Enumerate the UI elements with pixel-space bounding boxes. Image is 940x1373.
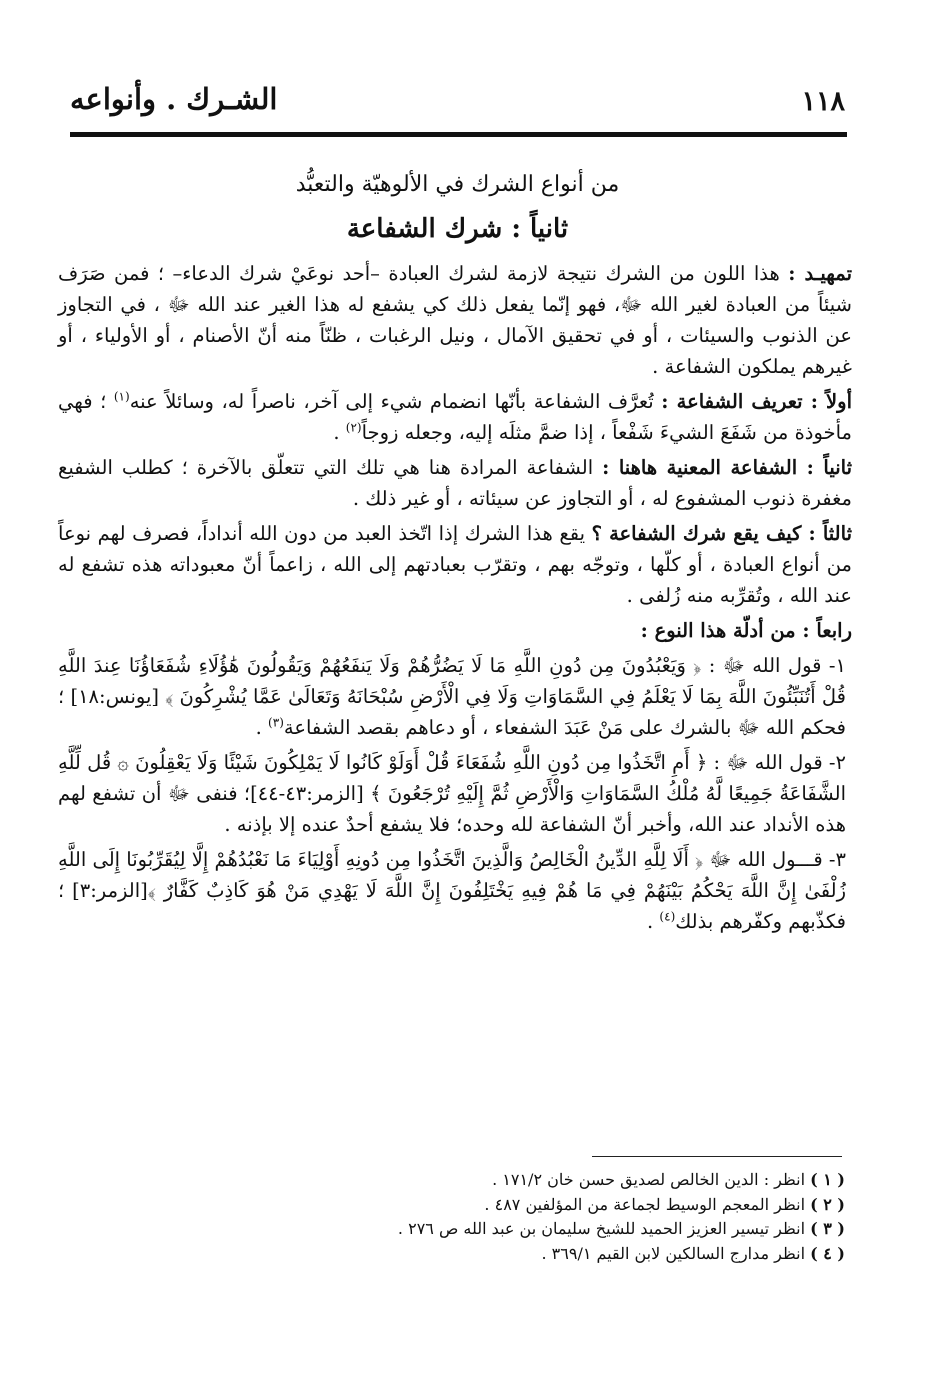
footnote-text: انظر تيسير العزيز الحميد للشيخ سليمان بن عبد الله ص ٢٧٦ . [397,1219,806,1238]
footnote-number: ( ٣ ) [810,1219,845,1238]
footnote-text: انظر مدارج السالكين لابن القيم ٣٦٩/١ . [541,1243,806,1263]
footnote [70,1217,845,1242]
evidence-item-1 [58,650,852,743]
evidence-item-3 [58,844,852,937]
footnote-ref[interactable]: (٤) [659,909,676,924]
footnote-text: انظر المعجم الوسيط لجماعة من المؤلفين ٤٨٧ . [484,1194,806,1214]
paragraph-label: تمهيـد : [788,262,852,285]
paragraph-awwalan [58,386,852,448]
paragraph-tamhid [58,258,852,382]
paragraph-thaniyan [58,452,852,514]
footnote [70,1242,845,1267]
evidence-text: ٣- قـــول الله ﷻ ﴿ أَلَا لِلَّهِ الدِّينُ الْخَالِصُ وَالَّذِينَ اتَّخَذُوا مِن دُونِهِ أَوْلِيَاءَ مَا نَعْبُدُهُمْ إِلَّا لِيُقَرِّبُونَا إِلَى اللَّهِ زُلْفَىٰ إِنَّ اللَّهَ يَحْكُمُ بَيْنَهُمْ فِي مَا هُمْ فِيهِ يَخْتَلِفُونَ إِنَّ اللَّهَ لَا يَهْدِي مَنْ هُوَ كَاذِبٌ كَفَّارٌ ﴾[الزمر:٣] ؛ فكذّبهم وكفّرهم بذلك [58,848,846,933]
paragraph-text: تُعرَّف الشفاعة بأنّها انضمام شيء إلى آخر، ناصراً له، وسائلاً عنه [129,390,654,413]
footnote-number: ( ١ ) [810,1170,845,1189]
footnote-number: ( ٤ ) [810,1243,845,1263]
paragraph-label: رابعاً : من أدلّة هذا النوع : [640,619,852,642]
header-rule [70,132,847,137]
footnote [70,1193,845,1218]
footnote-ref[interactable]: (٣) [268,715,284,730]
page-body [58,258,852,941]
evidence-text: ٢- قول الله ﷻ : ﴿ أَمِ اتَّخَذُوا مِن دُونِ اللَّهِ شُفَعَاءَ قُلْ أَوَلَوْ كَانُوا لَا يَمْلِكُونَ شَيْئًا وَلَا يَعْقِلُونَ ۞ قُل لِّلَّهِ الشَّفَاعَةُ جَمِيعًا لَّهُ مُلْكُ السَّمَاوَاتِ وَالْأَرْضِ ثُمَّ إِلَيْهِ تُرْجَعُونَ ﴾ [الزمر:٤٣-٤٤]؛ فنفى ﷻ أن تشفع لهم هذه الأنداد عند الله، وأخبر أنّ الشفاعة لله وحده؛ فلا يشفع أحدٌ عنده إلا بإذنه . [58,751,846,836]
evidence-text: ١- قول الله ﷻ : ﴿ وَيَعْبُدُونَ مِن دُونِ اللَّهِ مَا لَا يَضُرُّهُمْ وَلَا يَنفَعُهُمْ وَيَقُولُونَ هَٰؤُلَاءِ شُفَعَاؤُنَا عِندَ اللَّهِ قُلْ أَتُنَبِّئُونَ اللَّهَ بِمَا لَا يَعْلَمُ فِي السَّمَاوَاتِ وَلَا فِي الْأَرْضِ سُبْحَانَهُ وَتَعَالَىٰ عَمَّا يُشْرِكُونَ ﴾ [يونس:١٨] ؛ فحكم الله ﷻ بالشرك على مَنْ عَبَدَ الشفعاء ، أو دعاهم بقصد الشفاعة [58,654,846,739]
evidence-tail: . [255,716,262,739]
paragraph-text: هذا اللون من الشرك نتيجة لازمة لشرك العبادة –أحد نوعَيْ شرك الدعاء– ؛ فمن صَرَف شيئاً من العبادة لغير الله ﷻ، فهو إنّما يفعل ذلك كي يشفع له هذا الغير عند الله ﷻ ، في التجاوز عن الذنوب والسيئات ، أو في تحقيق الآمال ، ونيل الرغبات ، ظنّاً منه أنّ الأصنام ، أو الأولياء ، أو غيرهم يملكون الشفاعة . [58,262,852,378]
paragraph-text: ؛ فهي مأخوذة من شَفَعَ الشيءَ شَفْعاً ، إذا ضمَّ مثلَه إليه، وجعله زوجاً [58,390,852,444]
running-title: الشـرك . وأنواعه [70,82,278,116]
footnote-text: انظر : الدين الخالص لصديق حسن خان ١٧١/٢ . [492,1170,806,1189]
chapter-supertitle: من أنواع الشرك في الألوهيّة والتعبُّد [295,172,620,197]
paragraph-label: أولاً : تعريف الشفاعة : [661,390,853,413]
footnote-number: ( ٢ ) [810,1194,845,1214]
footnote-ref[interactable]: (١) [113,389,130,404]
footnotes [70,1168,845,1266]
evidence-item-2 [58,747,852,840]
page-number: ١١٨ [801,86,845,117]
paragraph-label: ثالثاً : كيف يقع شرك الشفاعة ؟ [591,522,852,545]
paragraph-text: الشفاعة المرادة هنا هي تلك التي تتعلّق بالآخرة ؛ كطلب الشفيع مغفرة ذنوب المشفوع له ، أو التجاوز عن سيئاته ، أو غير ذلك . [58,456,852,510]
paragraph-thalithan [58,518,852,611]
paragraph-text: يقع هذا الشرك إذا اتّخذ العبد من دون الله أنداداً، فصرف لهم نوعاً من أنواع العبادة ، أو كلّها ، وتوجّه بهم ، وتقرّب بعبادتهم إلى الله ، زاعماً أنّ معبوداته هذه تشفع له عند الله ، وتُقرِّبه منه زُلفى . [58,522,852,607]
page-header [70,82,845,126]
footnote-separator [592,1156,842,1157]
section-title: ثانياً : شرك الشفاعة [346,214,569,244]
paragraph-rabian [58,615,852,646]
footnote [70,1168,845,1193]
footnote-ref[interactable]: (٢) [345,420,362,435]
paragraph-text: . [333,421,340,444]
evidence-tail: . [647,910,654,933]
paragraph-label: ثانياً : الشفاعة المعنية هاهنا : [602,456,853,479]
